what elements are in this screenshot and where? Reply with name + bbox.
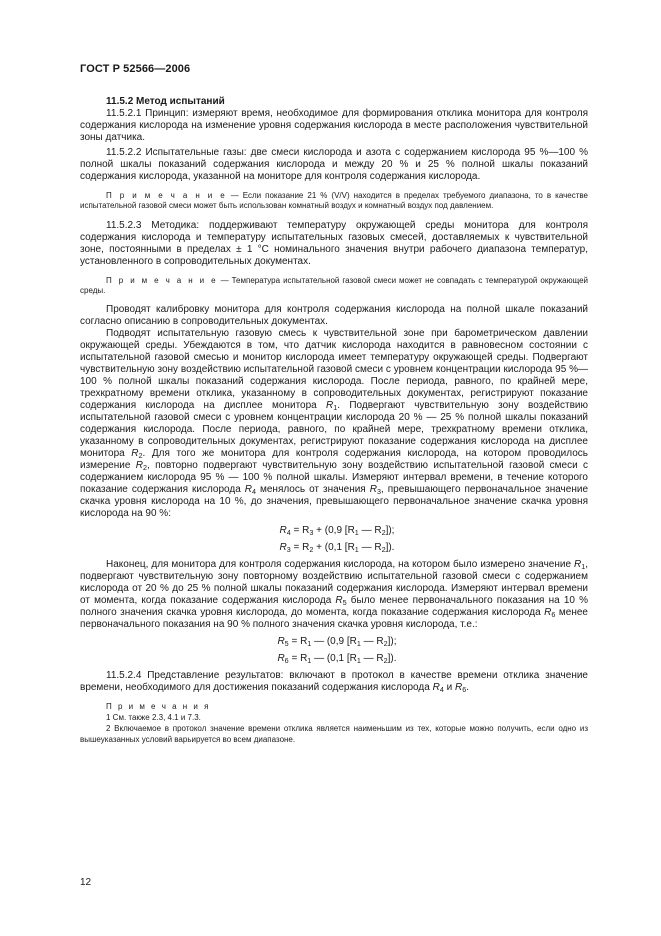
text-run: , подвергают чувствительную зону повторному воздействию испытательной газовой смеси с содержанием кислорода от 20 % до 25 % полной шкалы показаний содержания кислорода. Измеряют интервал времени от момента, когда показание содержания кислорода <box>80 559 588 607</box>
var-sub: 3 <box>376 486 381 496</box>
var-r: R <box>244 484 252 496</box>
paragraph-results <box>80 670 588 694</box>
eq-sub: 1 <box>356 638 361 648</box>
eq-sub: 1 <box>354 544 359 554</box>
note-text: — Если показание 21 % (V/V) находится в пределах требуемого диапазона, то в качестве испытательной газовой смеси может быть использован комнатный воздух и комнатный воздух под давлением. <box>80 191 588 211</box>
eq-sub: 2 <box>309 544 314 554</box>
var-sub: 4 <box>439 684 444 694</box>
paragraph-principle: 11.5.2.1 Принцип: измеряют время, необходимое для формирования отклика монитора для контроля содержания кислорода на изменение уровня содержания кислорода в месте расположения чувствительной зоны датчика. <box>80 108 588 143</box>
text-run: Наконец, для монитора для контроля содержания кислорода, на котором было измерено значение <box>106 559 574 571</box>
eq-part: + (0,9 [R <box>313 525 355 537</box>
eq-part: — R <box>358 542 382 554</box>
eq-sub: 1 <box>354 527 359 537</box>
eq-part: R <box>279 525 287 537</box>
equation-r5 <box>80 636 588 648</box>
eq-sub: 2 <box>381 527 386 537</box>
paragraph-test-gases: 11.5.2.2 Испытательные газы: две смеси кислорода и азота с содержанием кислорода 95 %—100 % полной шкалы показаний содержания кислорода и между 20 % и 25 % полной шкалы показаний содержания кислорода, указанной на мониторе для контроля содержания кислорода. <box>80 147 588 182</box>
equation-r3 <box>80 542 588 554</box>
note-label: П р и м е ч а н и е <box>106 191 227 200</box>
eq-sub: 4 <box>286 527 291 537</box>
eq-part: R <box>279 542 287 554</box>
eq-part: ]); <box>387 636 397 648</box>
eq-part: — R <box>360 636 384 648</box>
eq-part: ]). <box>385 542 395 554</box>
var-r: R <box>544 607 552 619</box>
var-sub: 6 <box>462 684 467 694</box>
var-sub: 6 <box>551 609 556 619</box>
eq-part: R <box>277 636 285 648</box>
eq-sub: 1 <box>307 655 312 665</box>
notes-item-2: 2 Включаемое в протокол значение времени отклика является наименьшим из тех, которые можно получить, если одно из вышеуказанных условий варьируется во всем диапазоне. <box>80 724 588 745</box>
eq-part: = R <box>290 542 310 554</box>
var-sub: 1 <box>333 402 338 412</box>
equation-r4 <box>80 525 588 537</box>
var-sub: 2 <box>138 450 143 460</box>
eq-sub: 3 <box>286 544 291 554</box>
note-temperature <box>80 276 588 297</box>
text-run: было менее первоначального показания на 10 % полного значения скачка уровня кислорода, до момента, когда показание содержания кислорода <box>80 595 589 619</box>
eq-sub: 2 <box>383 638 388 648</box>
eq-part: = R <box>288 636 308 648</box>
text-run: и <box>443 682 455 694</box>
paragraph-calibration: Проводят калибровку монитора для контроля содержания кислорода на полной шкале показаний согласно описанию в сопроводительных документах. <box>80 304 588 328</box>
text-run: . Для того же монитора для контроля содержания кислорода, на котором проводилось измерение <box>80 448 588 472</box>
paragraph-method: 11.5.2.3 Методика: поддерживают температуру окружающей среды монитора для контроля содержания кислорода и температуру испытательных газовых смесей, доставляемых к чувствительной зоне, постоянными в пределах ± 1 °С номинального значения внутри рабочего диапазона температур, установленного в сопроводительных документах. <box>80 219 588 267</box>
var-sub: 4 <box>252 486 256 496</box>
text-run: . Подвергают чувствительную зону воздействию испытательной газовой смеси с уровнем концентрации кислорода 20 % — 25 % полной шкалы показаний содержания кислорода. После периода, равного, по крайней мере, трехкратному времени отклика, указанному в сопроводительных документах, регистрируют показание содержания кислорода на дисплее монитора <box>80 400 588 460</box>
note-room-air <box>80 191 588 212</box>
var-r: R <box>131 448 139 460</box>
note-label: П р и м е ч а н и е <box>106 275 218 285</box>
equation-r6 <box>80 653 588 665</box>
eq-part: — R <box>358 525 382 537</box>
var-r: R <box>135 460 143 472</box>
note-text: — Температура испытательной газовой смеси может не совпадать с температурой окружающей среды. <box>80 275 588 295</box>
var-r: R <box>454 682 463 694</box>
var-r: R <box>335 595 343 607</box>
eq-sub: 3 <box>309 527 314 537</box>
eq-sub: 1 <box>356 655 361 665</box>
paragraph-final-measure <box>80 559 588 631</box>
eq-sub: 2 <box>383 655 388 665</box>
document-header: ГОСТ Р 52566—2006 <box>80 63 191 75</box>
var-sub: 1 <box>581 561 586 571</box>
var-r: R <box>369 484 377 496</box>
eq-part: = R <box>288 653 308 665</box>
text-run: менее первоначального показания на 90 % полного значения скачка уровня кислорода, т.е.: <box>80 607 588 631</box>
eq-part: ]); <box>385 525 395 537</box>
eq-part: R <box>277 653 285 665</box>
text-run: менялось от значения <box>256 484 370 496</box>
eq-part: — (0,9 [R <box>311 636 357 648</box>
eq-part: = R <box>290 525 310 537</box>
eq-sub: 1 <box>307 638 312 648</box>
var-r: R <box>326 400 334 412</box>
eq-sub: 5 <box>284 638 289 648</box>
notes-heading: П р и м е ч а н и я <box>106 702 211 712</box>
var-r: R <box>573 559 582 571</box>
text-run: Подводят испытательную газовую смесь к чувствительной зоне при барометрическом давлении окружающей среды. Убеждаются в том, что датчик кислорода находится в равновесном состоянии с испытательной газовой смесью и монитор кислорода имеет температуру окружающей среды. Подвергают чувствительную зону воздействию испытательной газовой смеси с уровнем концентрации кислорода 95 %—100 % полной шкалы показаний содержания кислорода. После периода, равного, по крайней мере, трехкратному времени отклика, указанному в сопроводительных документах, регистрируют показание содержания кислорода на дисплее монитора <box>80 328 588 412</box>
notes-item-1: 1 См. также 2.3, 4.1 и 7.3. <box>106 713 201 723</box>
var-sub: 2 <box>142 462 147 472</box>
text-run: , превышающего первоначальное значение скачка уровня кислорода на 10 %, до значения, превышающего первоначальное значение скачка уровня кислорода на 90 %: <box>80 484 588 520</box>
eq-part: ]). <box>387 653 397 665</box>
eq-part: — R <box>360 653 384 665</box>
eq-part: — (0,1 [R <box>311 653 357 665</box>
section-heading: 11.5.2 Метод испытаний <box>106 96 225 107</box>
eq-part: + (0,1 [R <box>313 542 355 554</box>
paragraph-gas-supply <box>80 328 588 520</box>
eq-sub: 2 <box>381 544 386 554</box>
page-number: 12 <box>80 877 92 888</box>
text-run: , повторно подвергают чувствительную зону воздействию испытательной газовой смеси с содержанием кислорода 95 % — 100 % полной шкалы. Измеряют интервал времени, в течение которого показание содержания кислорода <box>80 460 589 496</box>
var-sub: 5 <box>342 597 347 607</box>
var-r: R <box>432 682 440 694</box>
page-content <box>80 96 588 745</box>
text-run: 11.5.2.4 Представление результатов: включают в протокол в качестве времени отклика значение времени, необходимого для достижения показаний содержания кислорода <box>80 670 588 694</box>
eq-sub: 6 <box>284 655 289 665</box>
text-run: . <box>466 682 469 694</box>
